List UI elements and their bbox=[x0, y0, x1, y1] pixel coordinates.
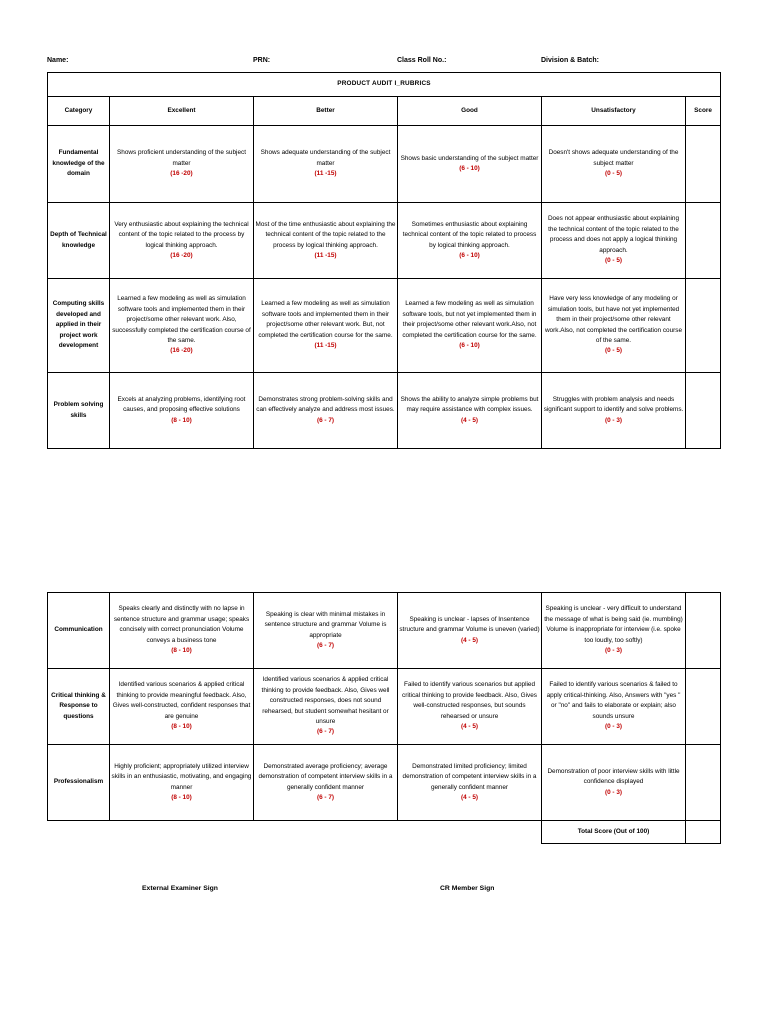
rubric-cell bbox=[110, 203, 254, 279]
rubric-cell bbox=[398, 745, 542, 821]
rubric-cell bbox=[542, 745, 686, 821]
rubric-cell bbox=[398, 593, 542, 669]
score-range: (6 - 7) bbox=[316, 641, 335, 649]
score-range: (6 - 7) bbox=[316, 728, 335, 736]
score-range: (11 -15) bbox=[314, 170, 337, 178]
rubric-cell bbox=[110, 745, 254, 821]
rubric-text: Doesn't shows adequate understanding of the subject matter bbox=[548, 149, 679, 167]
score-range: (11 -15) bbox=[314, 251, 337, 259]
rubrics-table-1 bbox=[47, 72, 721, 449]
rubric-cell bbox=[254, 203, 398, 279]
rubric-text: Shows basic understanding of the subject matter bbox=[400, 154, 539, 162]
score-range: (8 - 10) bbox=[171, 416, 192, 424]
column-header-good: Good bbox=[398, 97, 542, 126]
rubric-text: Struggles with problem analysis and needs significant support to identify and solve problems. bbox=[543, 395, 684, 414]
rubric-cell bbox=[398, 669, 542, 745]
score-range: (0 - 3) bbox=[604, 416, 623, 424]
score-range: (8 - 10) bbox=[171, 647, 192, 655]
table-row bbox=[48, 593, 721, 669]
rubric-text: Most of the time enthusiastic about explaining the technical content of the topic related to the process by logical thinking approach. bbox=[255, 220, 396, 249]
column-header-category: Category bbox=[48, 97, 110, 126]
rubric-text: Shows the ability to analyze simple problems but may require assistance with complex issues. bbox=[400, 395, 539, 414]
score-input-cell[interactable] bbox=[686, 126, 721, 203]
table-row bbox=[48, 373, 721, 449]
column-header-unsatisfactory: Unsatisfactory bbox=[542, 97, 686, 126]
rubric-cell bbox=[542, 203, 686, 279]
score-input-cell[interactable] bbox=[686, 745, 721, 821]
score-range: (4 - 5) bbox=[460, 723, 479, 731]
rubric-text: Speaking is clear with minimal mistakes in sentence structure and grammar Volume is appropriate bbox=[264, 610, 387, 639]
rubric-text: Identified various scenarios & applied critical thinking to provide meaningful feedback. Also, Gives well-constructed, confident responses that are genuine bbox=[112, 681, 251, 720]
column-header-excellent: Excellent bbox=[110, 97, 254, 126]
rubric-cell bbox=[398, 126, 542, 203]
name-label: Name: bbox=[47, 57, 69, 64]
row-category: Problem solving skills bbox=[48, 373, 110, 449]
score-range: (4 - 5) bbox=[460, 793, 479, 801]
score-range: (0 - 5) bbox=[604, 257, 623, 265]
rubric-text: Have very less knowledge of any modeling or simulation tools, but have not yet implemented them in their project/some other relevant work.Also, not completed the certification course of the same. bbox=[544, 295, 683, 344]
table-row bbox=[48, 126, 721, 203]
score-input-cell[interactable] bbox=[686, 593, 721, 669]
rubric-cell bbox=[254, 593, 398, 669]
rubric-text: Shows proficient understanding of the subject matter bbox=[117, 149, 246, 167]
column-header-score: Score bbox=[686, 97, 721, 126]
rubric-cell bbox=[254, 669, 398, 745]
rubric-cell bbox=[254, 126, 398, 203]
rubric-cell bbox=[542, 669, 686, 745]
rubric-cell bbox=[542, 373, 686, 449]
table-row bbox=[48, 745, 721, 821]
score-range: (16 -20) bbox=[170, 251, 193, 259]
score-range: (16 -20) bbox=[170, 347, 193, 355]
total-row bbox=[48, 821, 721, 844]
rubric-cell bbox=[398, 373, 542, 449]
score-range: (0 - 5) bbox=[604, 347, 623, 355]
rubric-cell bbox=[542, 279, 686, 373]
total-score-label: Total Score (Out of 100) bbox=[542, 821, 686, 844]
column-header-better: Better bbox=[254, 97, 398, 126]
score-range: (6 - 7) bbox=[316, 416, 335, 424]
score-range: (8 - 10) bbox=[171, 723, 192, 731]
rubric-text: Demonstration of poor interview skills with little confidence displayed bbox=[547, 767, 680, 786]
rubric-text: Sometimes enthusiastic about explaining technical content of the topic related to process by logical thinking approach. bbox=[402, 220, 537, 249]
rubric-text: Very enthusiastic about explaining the technical content of the topic related to the process by logical thinking approach. bbox=[114, 220, 249, 249]
score-input-cell[interactable] bbox=[686, 373, 721, 449]
score-range: (8 - 10) bbox=[171, 793, 192, 801]
rubric-cell bbox=[110, 373, 254, 449]
score-range: (11 -15) bbox=[314, 342, 337, 350]
rubric-text: Does not appear enthusiastic about explaining the technical content of the topic related to the process and does not apply a logical thinking approach. bbox=[547, 215, 680, 254]
row-category: Critical thinking & Response to questions bbox=[48, 669, 110, 745]
rubric-cell bbox=[254, 745, 398, 821]
score-input-cell[interactable] bbox=[686, 279, 721, 373]
score-range: (4 - 5) bbox=[460, 416, 479, 424]
rubric-cell bbox=[254, 279, 398, 373]
rubric-text: Identified various scenarios & applied critical thinking to provide feedback. Also, Gives well constructed responses, does not sound rehearsed, but student somewhat hesitant or unsure bbox=[261, 676, 390, 725]
rubric-cell bbox=[110, 126, 254, 203]
rubric-text: Speaking is unclear - lapses of Insentence structure and grammar Volume is uneven (varied) bbox=[399, 615, 540, 634]
rubric-text: Failed to identify various scenarios but applied critical thinking to provide feedback. Also, Gives well-constructed responses, but sounds rehearsed or unsure bbox=[402, 681, 537, 720]
rubric-cell bbox=[542, 126, 686, 203]
rubric-text: Demonstrates strong problem-solving skills and can effectively analyze and address most issues. bbox=[256, 395, 395, 414]
score-range: (16 -20) bbox=[170, 170, 193, 178]
rubric-text: Failed to identify various scenarios & failed to apply critical-thinking. Also, Answers with "yes " or "no" and fails to elaborate or explain; also sounds unsure bbox=[546, 681, 681, 720]
score-input-cell[interactable] bbox=[686, 203, 721, 279]
rubric-cell bbox=[398, 203, 542, 279]
score-range: (0 - 5) bbox=[604, 170, 623, 178]
row-category: Communication bbox=[48, 593, 110, 669]
roll-number-label: Class Roll No.: bbox=[397, 57, 447, 64]
row-category: Computing skills developed and applied in their project work development bbox=[48, 279, 110, 373]
score-range: (4 - 5) bbox=[460, 636, 479, 644]
row-category: Professionalism bbox=[48, 745, 110, 821]
column-header-row bbox=[48, 97, 721, 126]
score-range: (6 - 10) bbox=[459, 165, 480, 172]
rubric-text: Learned a few modeling as well as simulation software tools and implemented them in their project/some other relevant work. Also, successfully completed the certification course of the same. bbox=[112, 295, 251, 344]
external-examiner-sign-label: External Examiner Sign bbox=[142, 885, 218, 892]
table-row bbox=[48, 279, 721, 373]
rubric-text: Speaking is unclear - very difficult to understand the message of what is being said (ie. mumbling) Volume is inappropriate for interview (i.e. spoke too loudly, too softly) bbox=[544, 605, 683, 644]
rubric-cell bbox=[398, 279, 542, 373]
score-range: (6 - 10) bbox=[459, 251, 480, 259]
division-batch-label: Division & Batch: bbox=[541, 57, 599, 64]
rubric-cell bbox=[110, 593, 254, 669]
row-category: Depth of Technical knowledge bbox=[48, 203, 110, 279]
rubric-text: Learned a few modeling as well as simulation software tools and implemented them in their project/some other relevant work. But, not completed the certification course for the same. bbox=[258, 300, 393, 339]
score-range: (0 - 3) bbox=[604, 647, 623, 655]
rubric-text: Learned a few modeling as well as simulation software tools, but not yet implemented them in their project/some other relevant work.Also, not completed the certification course for the same. bbox=[402, 300, 537, 339]
score-range: (6 - 7) bbox=[316, 793, 335, 801]
total-score-input-cell[interactable] bbox=[686, 821, 721, 844]
rubric-text: Highly proficient; appropriately utilized interview skills in an enthusiastic, motivating, and engaging manner bbox=[111, 762, 252, 791]
score-input-cell[interactable] bbox=[686, 669, 721, 745]
row-category: Fundamental knowledge of the domain bbox=[48, 126, 110, 203]
score-range: (0 - 3) bbox=[604, 723, 623, 731]
rubric-text: Demonstrated limited proficiency; limited demonstration of competent interview skills in a generally confident manner bbox=[402, 762, 537, 791]
rubric-cell bbox=[110, 279, 254, 373]
prn-label: PRN: bbox=[253, 57, 271, 64]
rubric-cell bbox=[110, 669, 254, 745]
rubric-text: Speaks clearly and distinctly with no lapse in sentence structure and grammar usage; speaks concisely with correct pronunciation Volume conveys a business tone bbox=[113, 605, 250, 644]
score-range: (0 - 3) bbox=[604, 788, 623, 796]
cr-member-sign-label: CR Member Sign bbox=[440, 885, 495, 892]
score-range: (6 - 10) bbox=[459, 342, 480, 350]
table-row bbox=[48, 203, 721, 279]
rubrics-title: PRODUCT AUDIT I_RUBRICS bbox=[48, 73, 721, 97]
table-row bbox=[48, 669, 721, 745]
rubric-text: Shows adequate understanding of the subject matter bbox=[260, 149, 391, 167]
rubric-cell bbox=[254, 373, 398, 449]
rubrics-table-2 bbox=[47, 592, 721, 844]
rubric-text: Demonstrated average proficiency; average demonstration of competent interview skills in a generally confident manner bbox=[258, 762, 393, 791]
rubric-text: Excels at analyzing problems, identifying root causes, and proposing effective solutions bbox=[117, 395, 246, 414]
rubric-cell bbox=[542, 593, 686, 669]
